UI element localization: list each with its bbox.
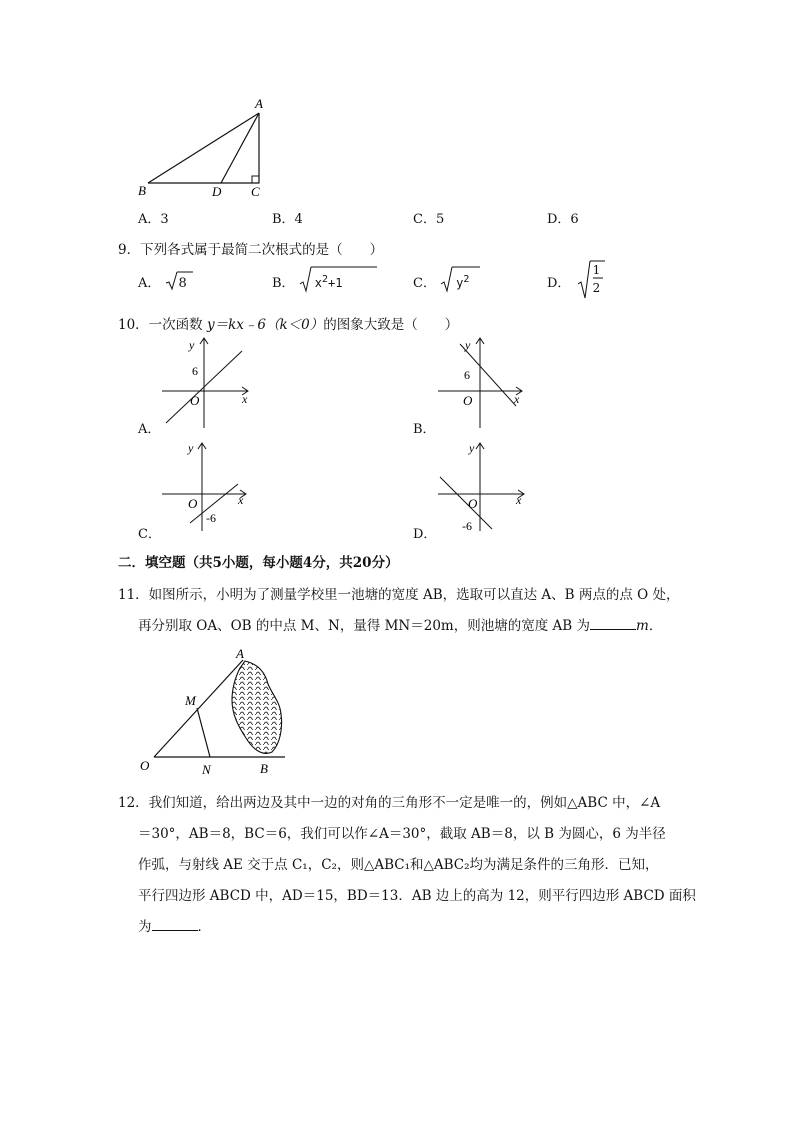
svg-text:y: y [189, 338, 195, 352]
q12-line5: 为 ． [138, 919, 211, 935]
label-D: D [212, 184, 222, 199]
frac-num: 1 [592, 263, 601, 277]
q12-answer-blank[interactable] [152, 918, 198, 931]
q8-option-c[interactable]: C．5 [413, 212, 445, 227]
svg-text:6: 6 [192, 364, 198, 378]
svg-text:x: x [514, 392, 520, 406]
q9-stem: 9．下列各式属于最简二次根式的是（ ） [118, 242, 384, 258]
q11-line2: 再分别取 OA、OB 的中点 M、N，量得 MN＝20m，则池塘的宽度 AB 为 m． [138, 618, 663, 634]
q12-line4: 平行四边形 ABCD 中，AD＝15，BD＝13．AB 边上的高为 12，则平行四边形 ABCD 面积 [138, 888, 696, 904]
svg-text:O: O [190, 393, 200, 408]
q10-label-c[interactable]: C． [138, 527, 161, 542]
svg-text:-6: -6 [206, 511, 216, 525]
svg-text:x: x [238, 493, 244, 507]
q12-line3: 作弧，与射线 AE 交于点 C₁，C₂，则△ABC₁和△ABC₂均为满足条件的三角形．已知， [138, 857, 659, 873]
q10-label-a[interactable]: A． [138, 422, 161, 437]
svg-text:O: O [188, 496, 198, 511]
q8-option-b[interactable]: B．4 [272, 212, 303, 227]
svg-text:x: x [516, 493, 522, 507]
q11-line1: 11．如图所示，小明为了测量学校里一池塘的宽度 AB，选取可以直达 A、B 两点的点 O 处， [118, 587, 680, 603]
q12-line2: ＝30°，AB＝8，BC＝6，我们可以作∠A＝30°，截取 AB＝8，以 B 为圆心，6 为半径 [138, 826, 666, 842]
svg-text:y: y [188, 441, 194, 455]
sqrt-8: 8 [165, 276, 187, 291]
q8-option-a[interactable]: A．3 [138, 212, 169, 227]
q9-label-a: A． [138, 276, 161, 291]
svg-text:N: N [202, 762, 211, 777]
svg-text:M: M [185, 693, 196, 708]
q9-label-b: B． [272, 276, 295, 291]
frac-den: 2 [592, 281, 601, 295]
svg-text:y: y [465, 338, 471, 352]
section-heading: 二．填空题（共5小题，每小题4分，共20分） [118, 555, 399, 571]
svg-text:O: O [140, 758, 150, 773]
q8-option-d[interactable]: D．6 [547, 212, 579, 227]
svg-text:A: A [236, 646, 244, 661]
sqrt-y2: $y^2$ [440, 274, 469, 291]
sqrt-x2-plus-1: $x^2+1$ [299, 274, 343, 291]
q12-line1: 12．我们知道，给出两边及其中一边的对角的三角形不一定是唯一的，例如△ABC 中，∠A [118, 795, 661, 811]
q10-label-b[interactable]: B． [413, 422, 436, 437]
q9-label-c: C． [413, 276, 436, 291]
svg-text:O: O [468, 496, 478, 511]
label-C: C [251, 184, 260, 199]
q10-stem: 10．一次函数 y＝kx﹣6（k＜0）的图象大致是（ ） [118, 317, 459, 333]
label-B: B [138, 183, 146, 198]
label-A: A [255, 96, 263, 111]
q9-label-d: D． [547, 276, 571, 291]
svg-text:B: B [260, 761, 268, 776]
svg-text:6: 6 [464, 368, 470, 382]
svg-text:O: O [463, 393, 473, 408]
q10-label-d[interactable]: D． [413, 527, 437, 542]
svg-text:x: x [242, 392, 248, 406]
svg-text:-6: -6 [462, 519, 472, 533]
svg-text:y: y [469, 441, 475, 455]
